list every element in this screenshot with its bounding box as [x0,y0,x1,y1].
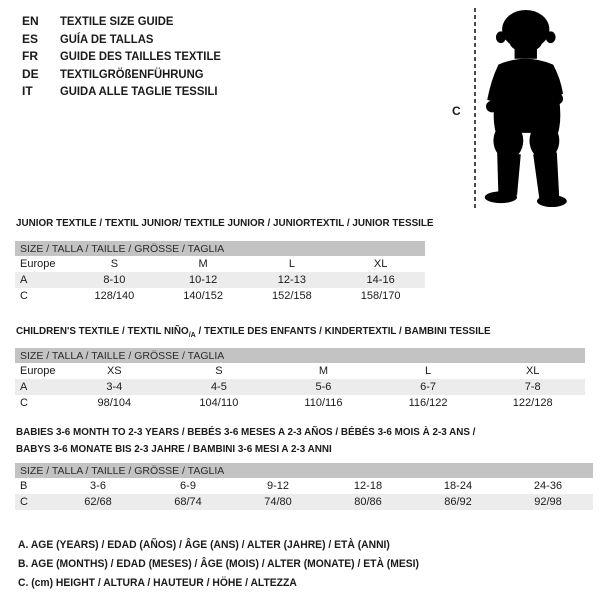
table-header-row [15,463,593,478]
table-cell: 140/152 [183,290,223,302]
language-code: ES [22,31,39,46]
height-measure-label: C [452,104,461,118]
table-cell: XS [106,365,122,377]
table-cell: L [288,258,295,270]
table-cell: 152/158 [271,290,312,302]
table-cell: L [425,365,432,377]
table-cell: S [110,258,119,270]
table-cell: 80/86 [323,494,413,510]
language-code: DE [22,66,39,81]
babies-title-line2: BABYS 3-6 MONATE BIS 2-3 JAHRE / BAMBINI 3-6 MESI A 2-3 ANNI [16,443,332,455]
table-cell: 12-13 [248,272,337,288]
table-cell: 74/80 [233,494,323,510]
children-size-table [15,348,585,411]
language-title: GUÍA DE TALLAS [60,31,154,46]
table-cell: 122/128 [512,397,553,409]
table-row [15,272,425,288]
table-cell: 18-24 [443,480,473,492]
table-cell: 104/110 [199,397,239,409]
table-row [15,494,593,510]
table-cell: 68/74 [143,494,233,510]
language-row [22,66,231,84]
row-label-cell: Europe [20,365,56,377]
table-row [15,288,425,304]
babies-title-line1: BABIES 3-6 MONTH TO 2-3 YEARS / BEBÉS 3-6 MESES A 2-3 AÑOS / BÉBÉS 3-6 MOIS À 2-3 ANS / [16,426,476,438]
language-title: TEXTILE SIZE GUIDE [60,14,174,28]
title-text: / TEXTILE DES ENFANTS / KINDERTEXTIL / BAMBINI TESSILE [195,325,491,337]
junior-size-table [15,241,425,304]
row-label-cell: C [20,397,28,409]
table-row [15,256,425,272]
table-cell: 92/98 [503,494,593,510]
row-label-cell: A [15,272,70,288]
row-label-cell: C [20,290,28,302]
language-list [22,13,231,101]
row-label-cell: A [15,379,62,395]
children-section-title [16,323,491,343]
table-cell: 158/170 [360,290,401,302]
table-cell: 9-12 [266,480,290,492]
table-header-row [15,241,425,256]
table-cell: 3-6 [90,480,106,492]
table-row [15,379,585,395]
row-label-cell: C [15,494,53,510]
size-header-cell: SIZE / TALLA / TAILLE / GRÖSSE / TAGLIA [15,463,593,478]
measurement-legend [18,536,419,592]
table-cell: XL [525,365,540,377]
table-cell: S [215,365,223,377]
toddler-silhouette-icon [481,8,573,208]
title-text: CHILDREN'S TEXTILE / TEXTIL NIÑO [16,325,189,337]
table-row [15,478,593,494]
legend-line-c: C. (cm) HEIGHT / ALTURA / HAUTEUR / HÖHE / ALTEZZA [18,576,297,589]
table-cell: 98/104 [97,397,132,409]
babies-section-title [16,424,475,458]
table-cell: 3-4 [62,379,167,395]
title-subscript: /A [188,330,196,340]
language-row [22,83,231,101]
junior-section-title: JUNIOR TEXTILE / TEXTIL JUNIOR/ TEXTILE JUNIOR / JUNIORTEXTIL / JUNIOR TESSILE [16,217,434,229]
table-cell: 116/122 [408,397,448,409]
babies-size-table [15,463,593,510]
language-title: GUIDE DES TAILLES TEXTILE [60,49,221,63]
table-cell: 5-6 [271,379,376,395]
table-cell: 110/116 [304,397,343,409]
table-row [15,395,585,411]
table-cell: M [198,258,208,270]
legend-line-a: A. AGE (YEARS) / EDAD (AÑOS) / ÂGE (ANS) / ALTER (JAHRE) / ETÀ (ANNI) [18,539,390,551]
table-cell: 12-18 [353,480,383,492]
language-row [22,13,231,31]
language-title: GUIDA ALLE TAGLIE TESSILI [60,84,218,98]
table-cell: 86/92 [413,494,503,510]
table-cell: 8-10 [70,272,159,288]
size-header-cell: SIZE / TALLA / TAILLE / GRÖSSE / TAGLIA [15,348,585,363]
table-header-row [15,348,585,363]
table-cell: 62/68 [53,494,143,510]
language-row [22,31,231,49]
language-code: FR [22,49,38,63]
language-code: EN [22,14,39,28]
table-cell: 6-9 [180,480,196,492]
table-cell: 128/140 [94,290,135,302]
table-cell: M [318,365,329,377]
language-row [22,48,231,66]
table-cell: 10-12 [159,272,248,288]
row-label-cell: Europe [20,258,56,270]
table-cell: 24-36 [533,480,563,492]
table-cell: 4-5 [167,379,272,395]
language-title: TEXTILGRÖßENFÜHRUNG [60,66,204,81]
height-measure-dotted-line [474,8,476,210]
table-row [15,363,585,379]
legend-line-b: B. AGE (MONTHS) / EDAD (MESES) / ÂGE (MOIS) / ALTER (MONATE) / ETÀ (MESI) [18,557,419,570]
table-cell: 7-8 [480,379,585,395]
size-header-cell: SIZE / TALLA / TAILLE / GRÖSSE / TAGLIA [15,241,425,256]
language-code: IT [22,84,33,98]
table-cell: 6-7 [376,379,481,395]
table-cell: 14-16 [336,272,425,288]
row-label-cell: B [20,480,28,492]
table-cell: XL [373,258,388,270]
